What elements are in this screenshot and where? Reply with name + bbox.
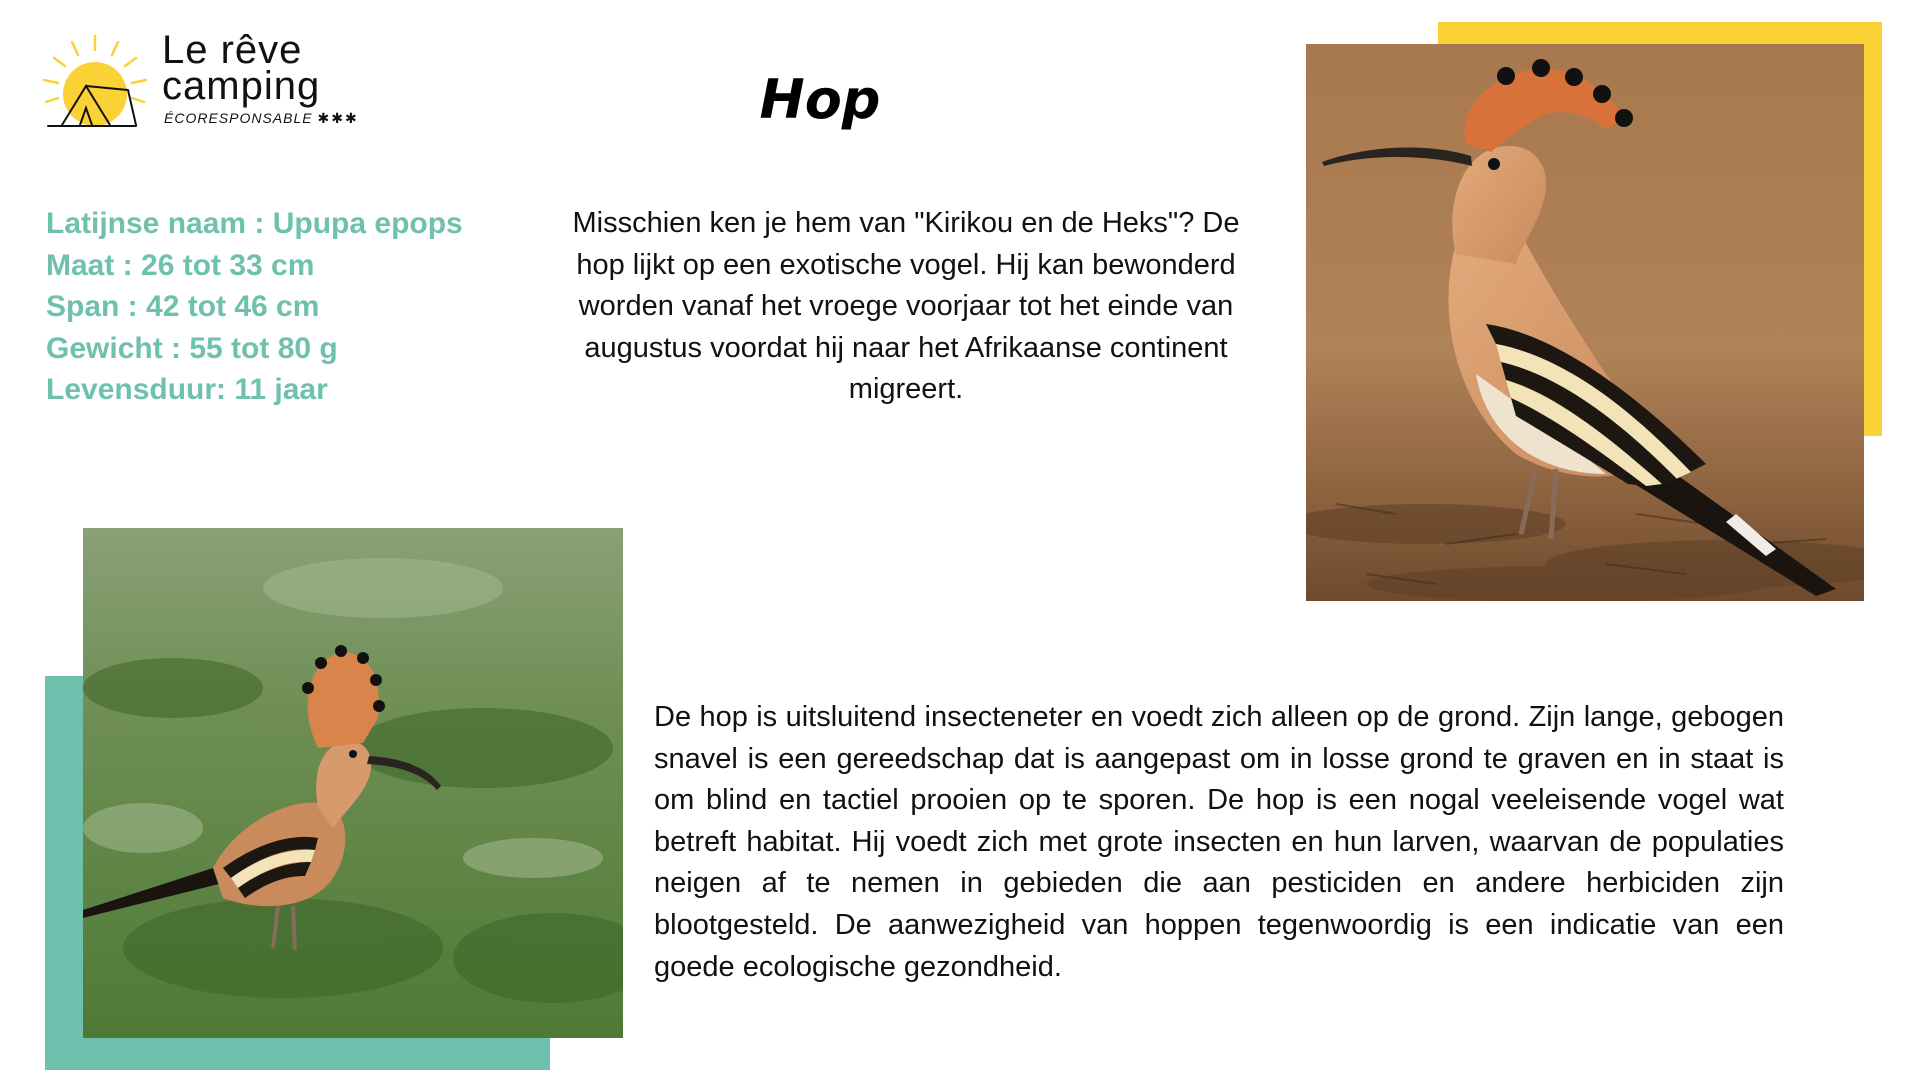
- hoopoe-photo-foraging: [83, 528, 623, 1038]
- intro-paragraph: Misschien ken je hem van "Kirikou en de Heks"? De hop lijkt op een exotische vogel. Hij kan bewonderd worden vanaf het vroege voorjaar tot het einde van augustus voordat hij naar het Afrikaanse continent migreert.: [572, 207, 1240, 405]
- page-title: Hop: [759, 68, 881, 131]
- logo-line-2: camping: [162, 64, 321, 108]
- logo-tagline-text: ÉCORESPONSABLE: [164, 110, 313, 126]
- hoopoe-photo-standing: [1306, 44, 1864, 601]
- fact-weight: Gewicht : 55 tot 80 g: [46, 331, 338, 365]
- logo-tagline: [164, 110, 359, 127]
- sun-tent-icon: [40, 28, 150, 138]
- fact-latin-name: Latijnse naam : Upupa epops: [46, 207, 463, 240]
- fact-lifespan: Levensduur: 11 jaar: [46, 373, 328, 406]
- fact-size: Maat : 26 tot 33 cm: [46, 248, 315, 282]
- description-paragraph: De hop is uitsluitend insecteneter en voedt zich alleen op de grond. Zijn lange, gebogen snavel is een gereedschap dat is aangepast om in losse grond te graven en in staat is om blind en tactiel prooien op te sporen. De hop is een nogal veeleisende vogel wat betreft habitat. Hij voedt zich met grote insecten en hun larven, waarvan de populaties neigen af te nemen in gebieden die aan pesticiden en andere herbiciden zijn blootgesteld. De aanwezigheid van hoppen tegenwoordig is een indicatie van een goede ecologische gezondheid.: [654, 701, 1784, 983]
- logo-line-1: Le rêve: [162, 28, 303, 72]
- logo: [40, 28, 360, 138]
- fact-wingspan: Span : 42 tot 46 cm: [46, 290, 320, 323]
- facts-list: [46, 203, 526, 411]
- logo-stars: ✱✱✱: [317, 110, 359, 126]
